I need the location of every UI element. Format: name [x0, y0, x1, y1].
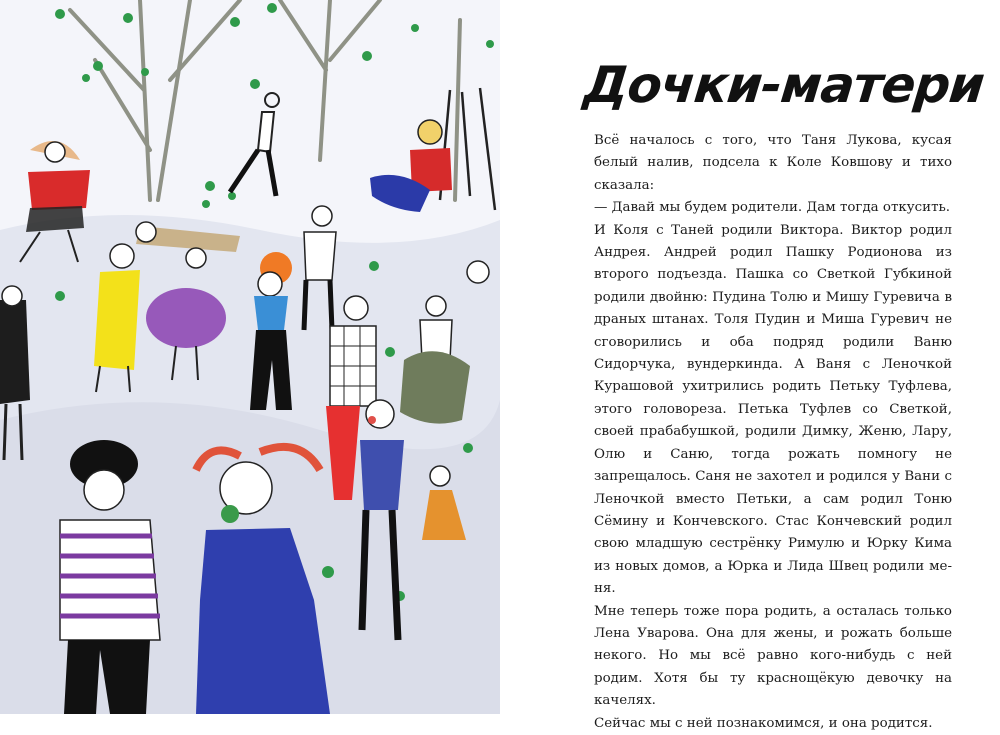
- paragraph: И Коля с Таней родили Виктора. Виктор родил Андрея. Андрей родил Пашку Родионова из второго подъезда. Пашка со Светкой Губкиной родили двойню: Пудина Толю и Мишу Гуревича в драных штанах. Толя Пудин и Миша Гуревич не сговорились и оба подряд родили Ваню Сидорчука, вундеркинда. А Ваня с Леночкой Курашовой ухитрились родить Петьку Туфлева, этого головореза. Петька Туфлев со Светкой, своей прабабушкой, родили Димку, Женю, Лару, Олю и Саню, тогда рожать помногу не запрещалось. Саня не захотел и родился у Вани с Леночкой вместо Петьки, а сам родил Тоню Сёмину и Кончевского. Стас Кончевский родил свою младшую сестрёнку Римулю и Юрку Кима из новых домов, а Юрка и Лида Швец родили меня.: [594, 222, 952, 597]
- paragraph: — Давай мы будем родители. Дам тогда откусить.: [594, 200, 951, 216]
- illustration-children-playing: [0, 0, 500, 714]
- chapter-title: Дочки-матери: [581, 56, 987, 114]
- paragraph: Всё началось с того, что Таня Лукова, кусая белый налив, подсела к Коле Ковшову и тихо сказала:: [594, 133, 952, 193]
- paragraph: Мне теперь тоже пора родить, а осталась только Лена Уварова. Она для жены, и рожать больше некого. Но мы всё равно кого-нибудь с ней родим. Хотя бы ту краснощёкую девочку на качелях.: [594, 603, 952, 709]
- text-page: [500, 0, 1000, 731]
- chapter-body: [594, 130, 952, 735]
- paragraph: Сейчас мы с ней познакомимся, и она родится.: [594, 715, 933, 731]
